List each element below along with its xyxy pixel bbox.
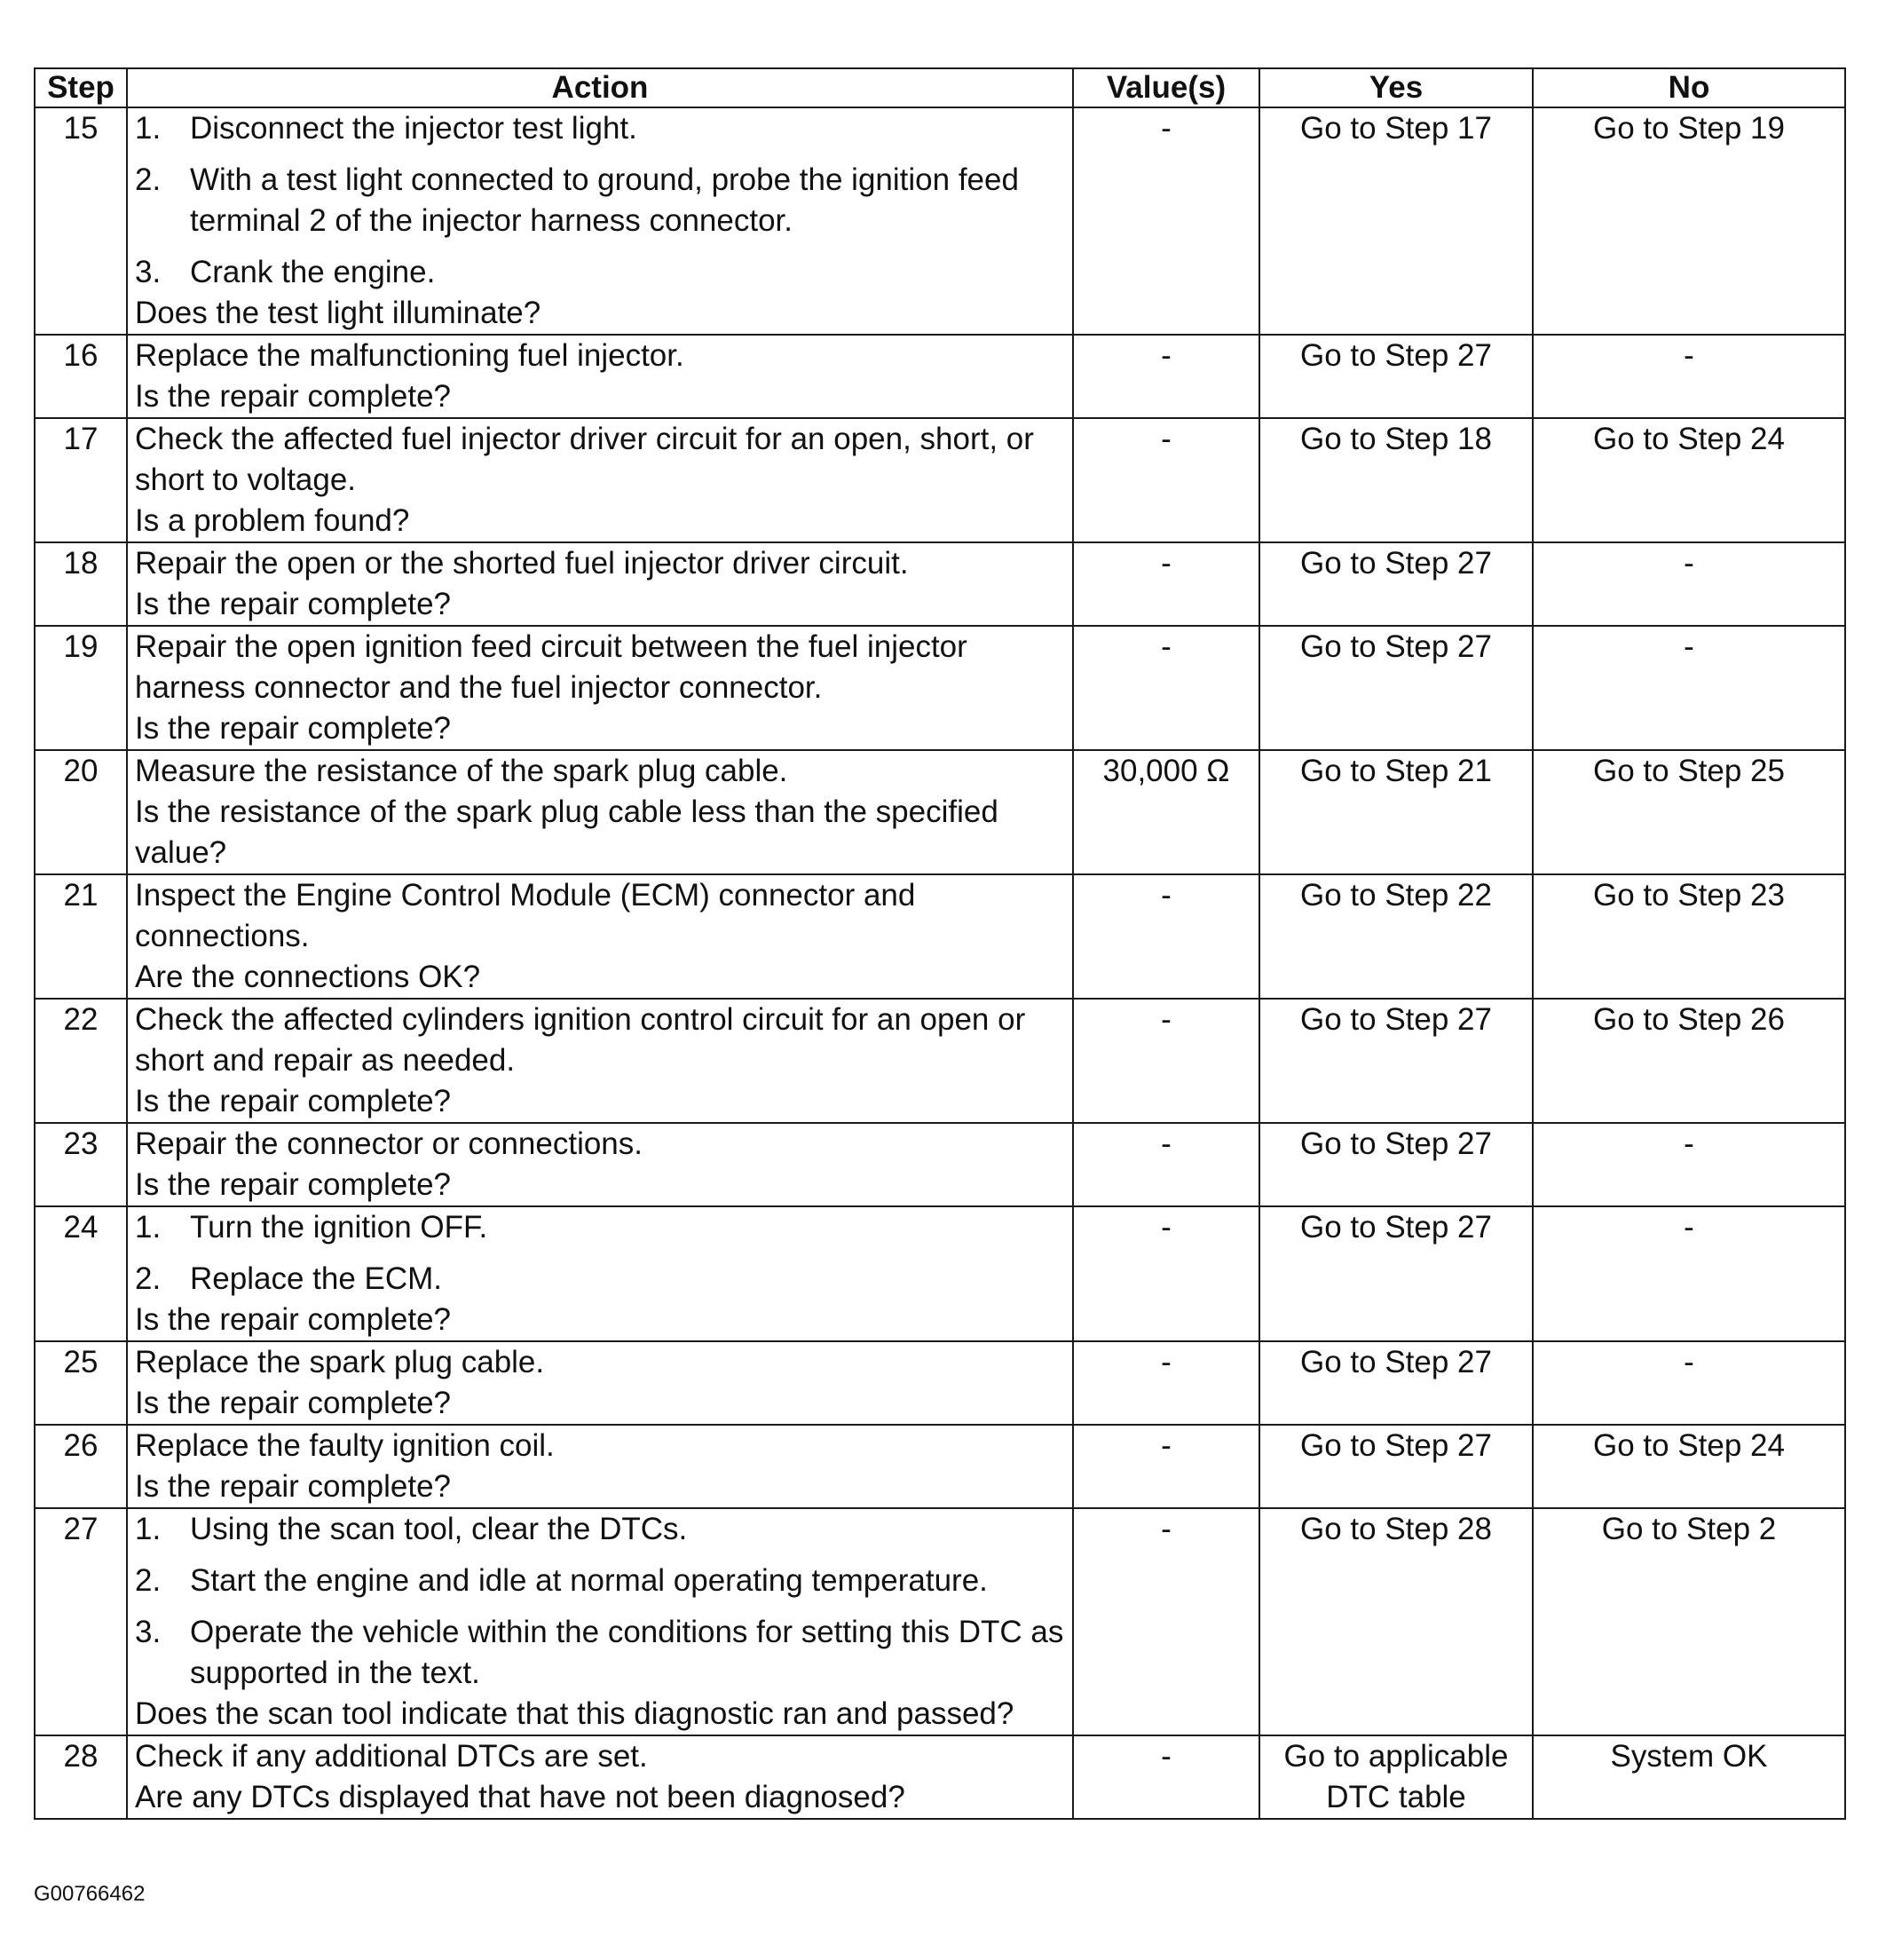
- yes-cell: Go to Step 27: [1259, 1425, 1533, 1508]
- action-item-text: Replace the ECM.: [190, 1261, 443, 1296]
- action-text: Replace the spark plug cable. Is the repair complete?: [135, 1345, 545, 1420]
- yes-cell: Go to Step 21: [1259, 750, 1533, 874]
- table-row: [35, 999, 1845, 1123]
- action-text: Check the affected fuel injector driver circuit for an open, short, or short to voltage. Is a problem found?: [135, 422, 1034, 538]
- action-item-number: 3.: [135, 1615, 162, 1649]
- action-item-text: Turn the ignition OFF.: [190, 1210, 488, 1245]
- action-cell: [127, 1123, 1073, 1206]
- no-cell: -: [1533, 1206, 1845, 1341]
- table-row: [35, 1341, 1845, 1425]
- yes-cell: Go to Step 18: [1259, 418, 1533, 542]
- table-row: [35, 1508, 1845, 1735]
- action-text: Repair the connector or connections. Is the repair complete?: [135, 1126, 643, 1202]
- yes-cell: Go to applicable DTC table: [1259, 1735, 1533, 1819]
- action-cell: [127, 107, 1073, 335]
- no-cell: -: [1533, 335, 1845, 418]
- value-cell: -: [1073, 542, 1259, 626]
- action-item-number: 3.: [135, 255, 162, 289]
- step-cell: 20: [35, 750, 127, 874]
- value-cell: -: [1073, 107, 1259, 335]
- diagnostic-table: [34, 67, 1846, 1820]
- action-text: Check the affected cylinders ignition control circuit for an open or short and repair as needed. Is the repair complete?: [135, 1002, 1026, 1118]
- no-cell: Go to Step 26: [1533, 999, 1845, 1123]
- yes-cell: Go to Step 22: [1259, 874, 1533, 999]
- action-cell: [127, 1206, 1073, 1341]
- action-question: Does the test light illuminate?: [135, 296, 541, 330]
- action-item-number: 2.: [135, 162, 162, 197]
- action-cell: [127, 1425, 1073, 1508]
- value-cell: -: [1073, 999, 1259, 1123]
- value-cell: -: [1073, 1123, 1259, 1206]
- table-row: [35, 335, 1845, 418]
- yes-cell: Go to Step 27: [1259, 542, 1533, 626]
- step-cell: 22: [35, 999, 127, 1123]
- action-list-item: [135, 1612, 1065, 1694]
- value-cell: -: [1073, 1508, 1259, 1735]
- yes-cell: Go to Step 17: [1259, 107, 1533, 335]
- action-cell: [127, 626, 1073, 750]
- table-body: [35, 107, 1845, 1819]
- action-question: Does the scan tool indicate that this diagnostic ran and passed?: [135, 1696, 1014, 1731]
- no-cell: Go to Step 24: [1533, 1425, 1845, 1508]
- value-cell: -: [1073, 1206, 1259, 1341]
- no-cell: Go to Step 2: [1533, 1508, 1845, 1735]
- action-cell: [127, 874, 1073, 999]
- action-text: Inspect the Engine Control Module (ECM) connector and connections. Are the connections OK?: [135, 878, 916, 994]
- action-list-item: [135, 1509, 1065, 1550]
- table-row: [35, 626, 1845, 750]
- header-yes: Yes: [1259, 68, 1533, 107]
- action-item-number: 1.: [135, 1512, 162, 1546]
- table-row: [35, 1206, 1845, 1341]
- step-cell: 15: [35, 107, 127, 335]
- table-row: [35, 542, 1845, 626]
- yes-cell: Go to Step 27: [1259, 1206, 1533, 1341]
- value-cell: -: [1073, 1425, 1259, 1508]
- action-cell: [127, 999, 1073, 1123]
- action-item-number: 2.: [135, 1563, 162, 1598]
- value-cell: 30,000 Ω: [1073, 750, 1259, 874]
- action-item-text: Start the engine and idle at normal operating temperature.: [190, 1563, 988, 1598]
- table-row: [35, 418, 1845, 542]
- table-row: [35, 1735, 1845, 1819]
- action-cell: [127, 1735, 1073, 1819]
- no-cell: Go to Step 25: [1533, 750, 1845, 874]
- value-cell: -: [1073, 1735, 1259, 1819]
- action-list-item: [135, 160, 1065, 241]
- action-text: Check if any additional DTCs are set. Are any DTCs displayed that have not been diagnosed?: [135, 1739, 905, 1814]
- step-cell: 28: [35, 1735, 127, 1819]
- step-cell: 21: [35, 874, 127, 999]
- action-list-item: [135, 1561, 1065, 1601]
- value-cell: -: [1073, 418, 1259, 542]
- table-header-row: [35, 68, 1845, 107]
- value-cell: -: [1073, 1341, 1259, 1425]
- value-cell: -: [1073, 626, 1259, 750]
- action-item-number: 1.: [135, 1210, 162, 1245]
- action-item-number: 2.: [135, 1261, 162, 1296]
- action-text: Repair the open or the shorted fuel injector driver circuit. Is the repair complete?: [135, 546, 909, 621]
- action-text: Measure the resistance of the spark plug cable. Is the resistance of the spark plug cable less than the specified value?: [135, 754, 998, 870]
- table-row: [35, 1123, 1845, 1206]
- action-cell: [127, 335, 1073, 418]
- no-cell: Go to Step 23: [1533, 874, 1845, 999]
- yes-cell: Go to Step 28: [1259, 1508, 1533, 1735]
- no-cell: Go to Step 19: [1533, 107, 1845, 335]
- action-question: Is the repair complete?: [135, 1302, 452, 1337]
- step-cell: 18: [35, 542, 127, 626]
- step-cell: 24: [35, 1206, 127, 1341]
- action-item-text: With a test light connected to ground, probe the ignition feed terminal 2 of the injector harness connector.: [190, 162, 1019, 238]
- yes-cell: Go to Step 27: [1259, 1123, 1533, 1206]
- step-cell: 19: [35, 626, 127, 750]
- yes-cell: Go to Step 27: [1259, 626, 1533, 750]
- action-cell: [127, 750, 1073, 874]
- no-cell: System OK: [1533, 1735, 1845, 1819]
- action-item-text: Using the scan tool, clear the DTCs.: [190, 1512, 688, 1546]
- table-row: [35, 874, 1845, 999]
- step-cell: 17: [35, 418, 127, 542]
- no-cell: Go to Step 24: [1533, 418, 1845, 542]
- header-no: No: [1533, 68, 1845, 107]
- action-list-item: [135, 108, 1065, 149]
- action-cell: [127, 542, 1073, 626]
- step-cell: 25: [35, 1341, 127, 1425]
- action-list-item: [135, 1207, 1065, 1248]
- table-row: [35, 750, 1845, 874]
- action-list-item: [135, 252, 1065, 293]
- action-item-text: Disconnect the injector test light.: [190, 111, 637, 146]
- step-cell: 26: [35, 1425, 127, 1508]
- yes-cell: Go to Step 27: [1259, 1341, 1533, 1425]
- action-cell: [127, 1508, 1073, 1735]
- action-text: Replace the faulty ignition coil. Is the repair complete?: [135, 1428, 555, 1504]
- figure-id-label: G00766462: [34, 1882, 146, 1906]
- value-cell: -: [1073, 874, 1259, 999]
- step-cell: 23: [35, 1123, 127, 1206]
- yes-cell: Go to Step 27: [1259, 999, 1533, 1123]
- table-row: [35, 1425, 1845, 1508]
- no-cell: -: [1533, 1341, 1845, 1425]
- header-action: Action: [127, 68, 1073, 107]
- no-cell: -: [1533, 542, 1845, 626]
- step-cell: 16: [35, 335, 127, 418]
- value-cell: -: [1073, 335, 1259, 418]
- yes-cell: Go to Step 27: [1259, 335, 1533, 418]
- action-text: Repair the open ignition feed circuit between the fuel injector harness connector and the fuel injector connector. Is the repair complete?: [135, 629, 967, 746]
- action-text: Replace the malfunctioning fuel injector. Is the repair complete?: [135, 338, 684, 414]
- header-values: Value(s): [1073, 68, 1259, 107]
- action-list-item: [135, 1259, 1065, 1300]
- action-item-text: Operate the vehicle within the conditions for setting this DTC as supported in the text.: [190, 1615, 1064, 1690]
- header-step: Step: [35, 68, 127, 107]
- action-item-text: Crank the engine.: [190, 255, 436, 289]
- no-cell: -: [1533, 1123, 1845, 1206]
- action-item-number: 1.: [135, 111, 162, 146]
- table-row: [35, 107, 1845, 335]
- action-cell: [127, 1341, 1073, 1425]
- step-cell: 27: [35, 1508, 127, 1735]
- no-cell: -: [1533, 626, 1845, 750]
- action-cell: [127, 418, 1073, 542]
